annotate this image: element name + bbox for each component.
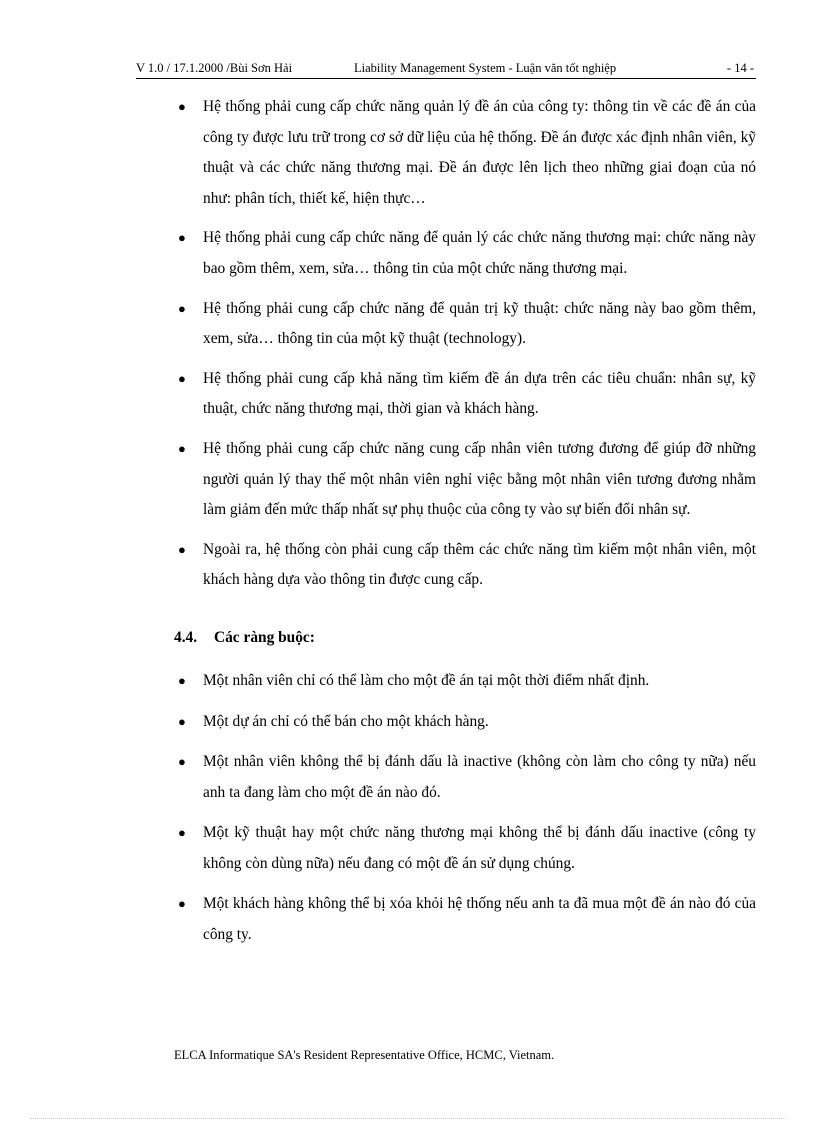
section-title: Các ràng buộc: xyxy=(214,628,315,646)
constraints-list xyxy=(174,666,756,951)
list-item-text: Hệ thống phải cung cấp khả năng tìm kiếm đề án dựa trên các tiêu chuẩn: nhân sự, kỹ thuật, chức năng thương mại, thời gian và khách hàng. xyxy=(203,369,756,418)
list-item xyxy=(174,92,756,214)
list-item xyxy=(174,747,756,808)
bullet-icon: ● xyxy=(178,300,186,316)
header-title: Liability Management System - Luận văn tốt nghiệp xyxy=(354,61,617,75)
page-content xyxy=(174,92,756,961)
section-number: 4.4. xyxy=(174,628,198,646)
list-item xyxy=(174,434,756,526)
section-heading xyxy=(174,624,756,652)
bullet-icon: ● xyxy=(178,825,186,841)
list-item-text: Hệ thống phải cung cấp chức năng quản lý đề án của công ty: thông tin về các đề án của công ty được lưu trữ trong cơ sở dữ liệu của hệ thống. Đề án được xác định nhân viên, kỹ thuật và các chức năng thương mại. Đề án được lên lịch theo những giai đoạn của nó như: phân tích, thiết kế, hiện thực… xyxy=(203,98,756,207)
list-item-text: Hệ thống phải cung cấp chức năng để quản lý các chức năng thương mại: chức năng này bao gồm thêm, xem, sửa… thông tin của một chức năng thương mại. xyxy=(203,229,756,277)
bullet-icon: ● xyxy=(178,713,186,729)
header-version-author: V 1.0 / 17.1.2000 /Bùi Sơn Hải xyxy=(136,61,293,75)
list-item-text: Một khách hàng không thể bị xóa khỏi hệ thống nếu anh ta đã mua một đề án nào đó của công ty. xyxy=(203,895,756,944)
list-item xyxy=(174,707,756,738)
bullet-icon: ● xyxy=(178,440,186,456)
bullet-icon: ● xyxy=(178,99,186,114)
list-item xyxy=(174,364,756,425)
page-bottom-divider xyxy=(30,1118,786,1119)
list-item xyxy=(174,818,756,879)
list-item-text: Một nhân viên không thể bị đánh dấu là inactive (không còn làm cho công ty nữa) nếu anh ta đang làm cho một đề án nào đó. xyxy=(203,753,756,801)
list-item xyxy=(174,294,756,355)
requirements-list xyxy=(174,92,756,596)
list-item xyxy=(174,535,756,596)
page-footer: ELCA Informatique SA's Resident Representative Office, HCMC, Vietnam. xyxy=(174,1048,555,1062)
list-item-text: Một kỹ thuật hay một chức năng thương mại không thể bị đánh dấu inactive (công ty không còn dùng nữa) nếu đang có một đề án sử dụng chúng. xyxy=(203,824,756,872)
list-item xyxy=(174,889,756,950)
bullet-icon: ● xyxy=(178,896,186,912)
page-header xyxy=(136,60,756,79)
bullet-icon: ● xyxy=(178,754,186,770)
header-page-number: - 14 - xyxy=(726,61,754,75)
list-item-text: Một nhân viên chỉ có thể làm cho một đề án tại một thời điểm nhất định. xyxy=(203,671,650,689)
list-item xyxy=(174,223,756,284)
list-item-text: Hệ thống phải cung cấp chức năng để quản trị kỹ thuật: chức năng này bao gồm thêm, xem, sửa… thông tin của một kỹ thuật (technology). xyxy=(203,299,756,348)
list-item-text: Hệ thống phải cung cấp chức năng cung cấp nhân viên tương đương để giúp đỡ những người quản lý thay thế một nhân viên nghỉ việc bằng một nhân viên tương đương nhằm làm giảm đến mức thấp nhất sự phụ thuộc của công ty vào sự biến đổi nhân sự. xyxy=(203,439,756,519)
bullet-icon: ● xyxy=(178,541,186,557)
list-item-text: Một dự án chỉ có thể bán cho một khách hàng. xyxy=(203,712,489,730)
list-item xyxy=(174,666,756,697)
list-item-text: Ngoài ra, hệ thống còn phải cung cấp thêm các chức năng tìm kiếm một nhân viên, một khách hàng dựa vào thông tin được cung cấp. xyxy=(203,540,756,589)
bullet-icon: ● xyxy=(178,672,186,688)
bullet-icon: ● xyxy=(178,230,186,246)
bullet-icon: ● xyxy=(178,370,186,386)
